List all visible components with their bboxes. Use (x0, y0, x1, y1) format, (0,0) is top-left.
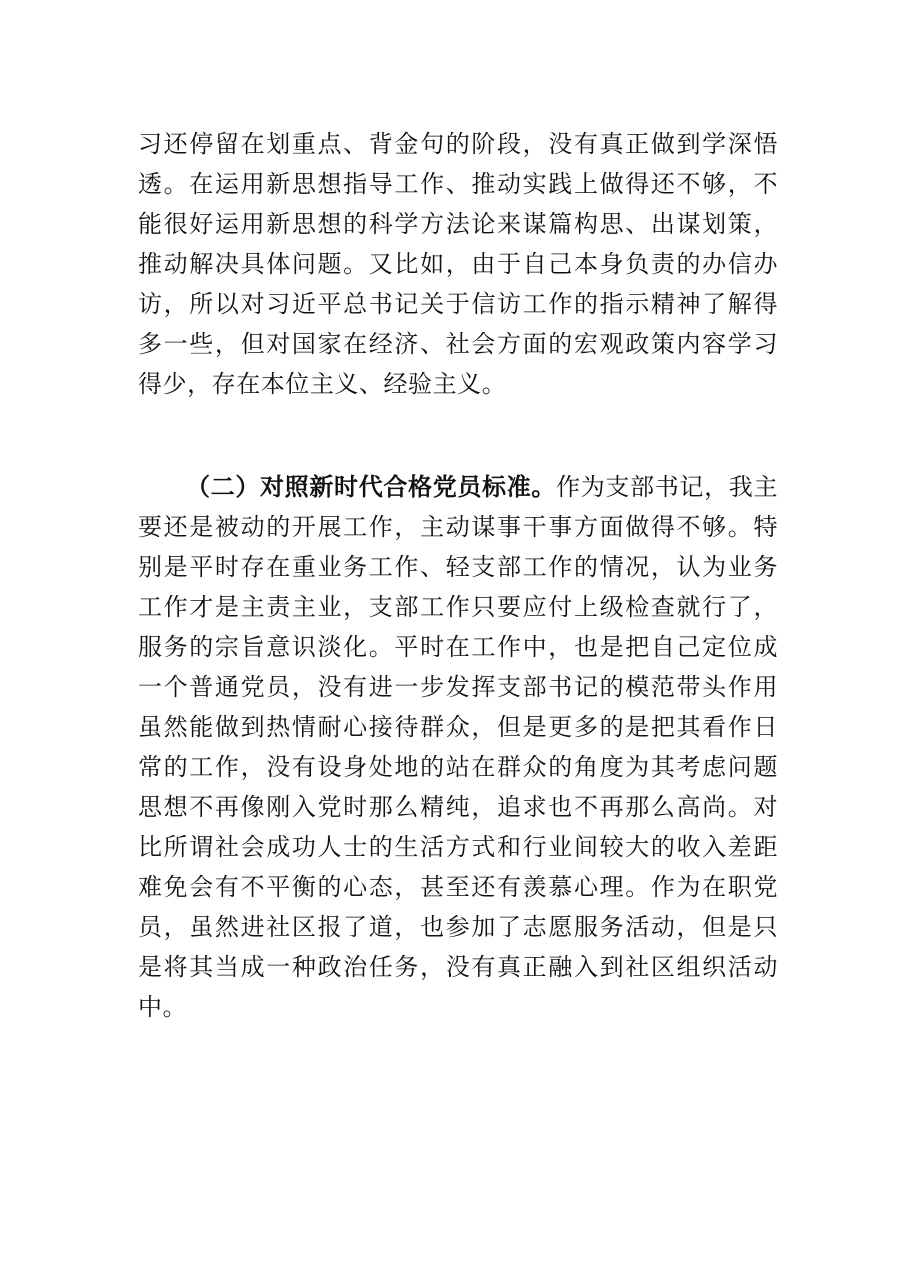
paragraph-line: 推动解决具体问题。又比如，由于自己本身负责的办信办 (138, 250, 778, 278)
paragraph-line: 虽然能做到热情耐心接待群众，但是更多的是把其看作日 (138, 713, 778, 741)
paragraph-line: 访，所以对习近平总书记关于信访工作的指示精神了解得 (138, 290, 778, 318)
paragraph-line: 能很好运用新思想的科学方法论来谋篇构思、出谋划策， (138, 210, 778, 238)
paragraph-line: 习还停留在划重点、背金句的阶段，没有真正做到学深悟 (138, 130, 778, 158)
paragraph-line: 透。在运用新思想指导工作、推动实践上做得还不够，不 (138, 170, 778, 198)
paragraph-line: 常的工作，没有设身处地的站在群众的角度为其考虑问题 (138, 753, 778, 781)
paragraph-line: 一个普通党员，没有进一步发挥支部书记的模范带头作用 (138, 673, 778, 701)
paragraph-line: 员，虽然进社区报了道，也参加了志愿服务活动，但是只 (138, 913, 778, 941)
paragraph-line: 别是平时存在重业务工作、轻支部工作的情况，认为业务 (138, 553, 778, 581)
paragraph-line: 中。 (138, 993, 188, 1021)
paragraph-line: 思想不再像刚入党时那么精纯，追求也不再那么高尚。对 (138, 793, 778, 821)
paragraph-line: 是将其当成一种政治任务，没有真正融入到社区组织活动 (138, 953, 778, 981)
paragraph-first-line (138, 467, 778, 507)
section-heading: （二）对照新时代合格党员标准。 (186, 473, 557, 501)
paragraph-1 (138, 124, 778, 404)
paragraph-line: 得少，存在本位主义、经验主义。 (138, 370, 507, 398)
paragraph-line: 要还是被动的开展工作，主动谋事干事方面做得不够。特 (138, 513, 778, 541)
paragraph-text: 作为支部书记，我主 (556, 473, 779, 501)
paragraph-line: 难免会有不平衡的心态，甚至还有羡慕心理。作为在职党 (138, 873, 778, 901)
paragraph-line: 服务的宗旨意识淡化。平时在工作中，也是把自己定位成 (138, 633, 778, 661)
paragraph-2 (138, 467, 778, 1027)
paragraph-line: 比所谓社会成功人士的生活方式和行业间较大的收入差距 (138, 833, 778, 861)
paragraph-line: 多一些，但对国家在经济、社会方面的宏观政策内容学习 (138, 330, 778, 358)
paragraph-line: 工作才是主责主业，支部工作只要应付上级检查就行了， (138, 593, 778, 621)
